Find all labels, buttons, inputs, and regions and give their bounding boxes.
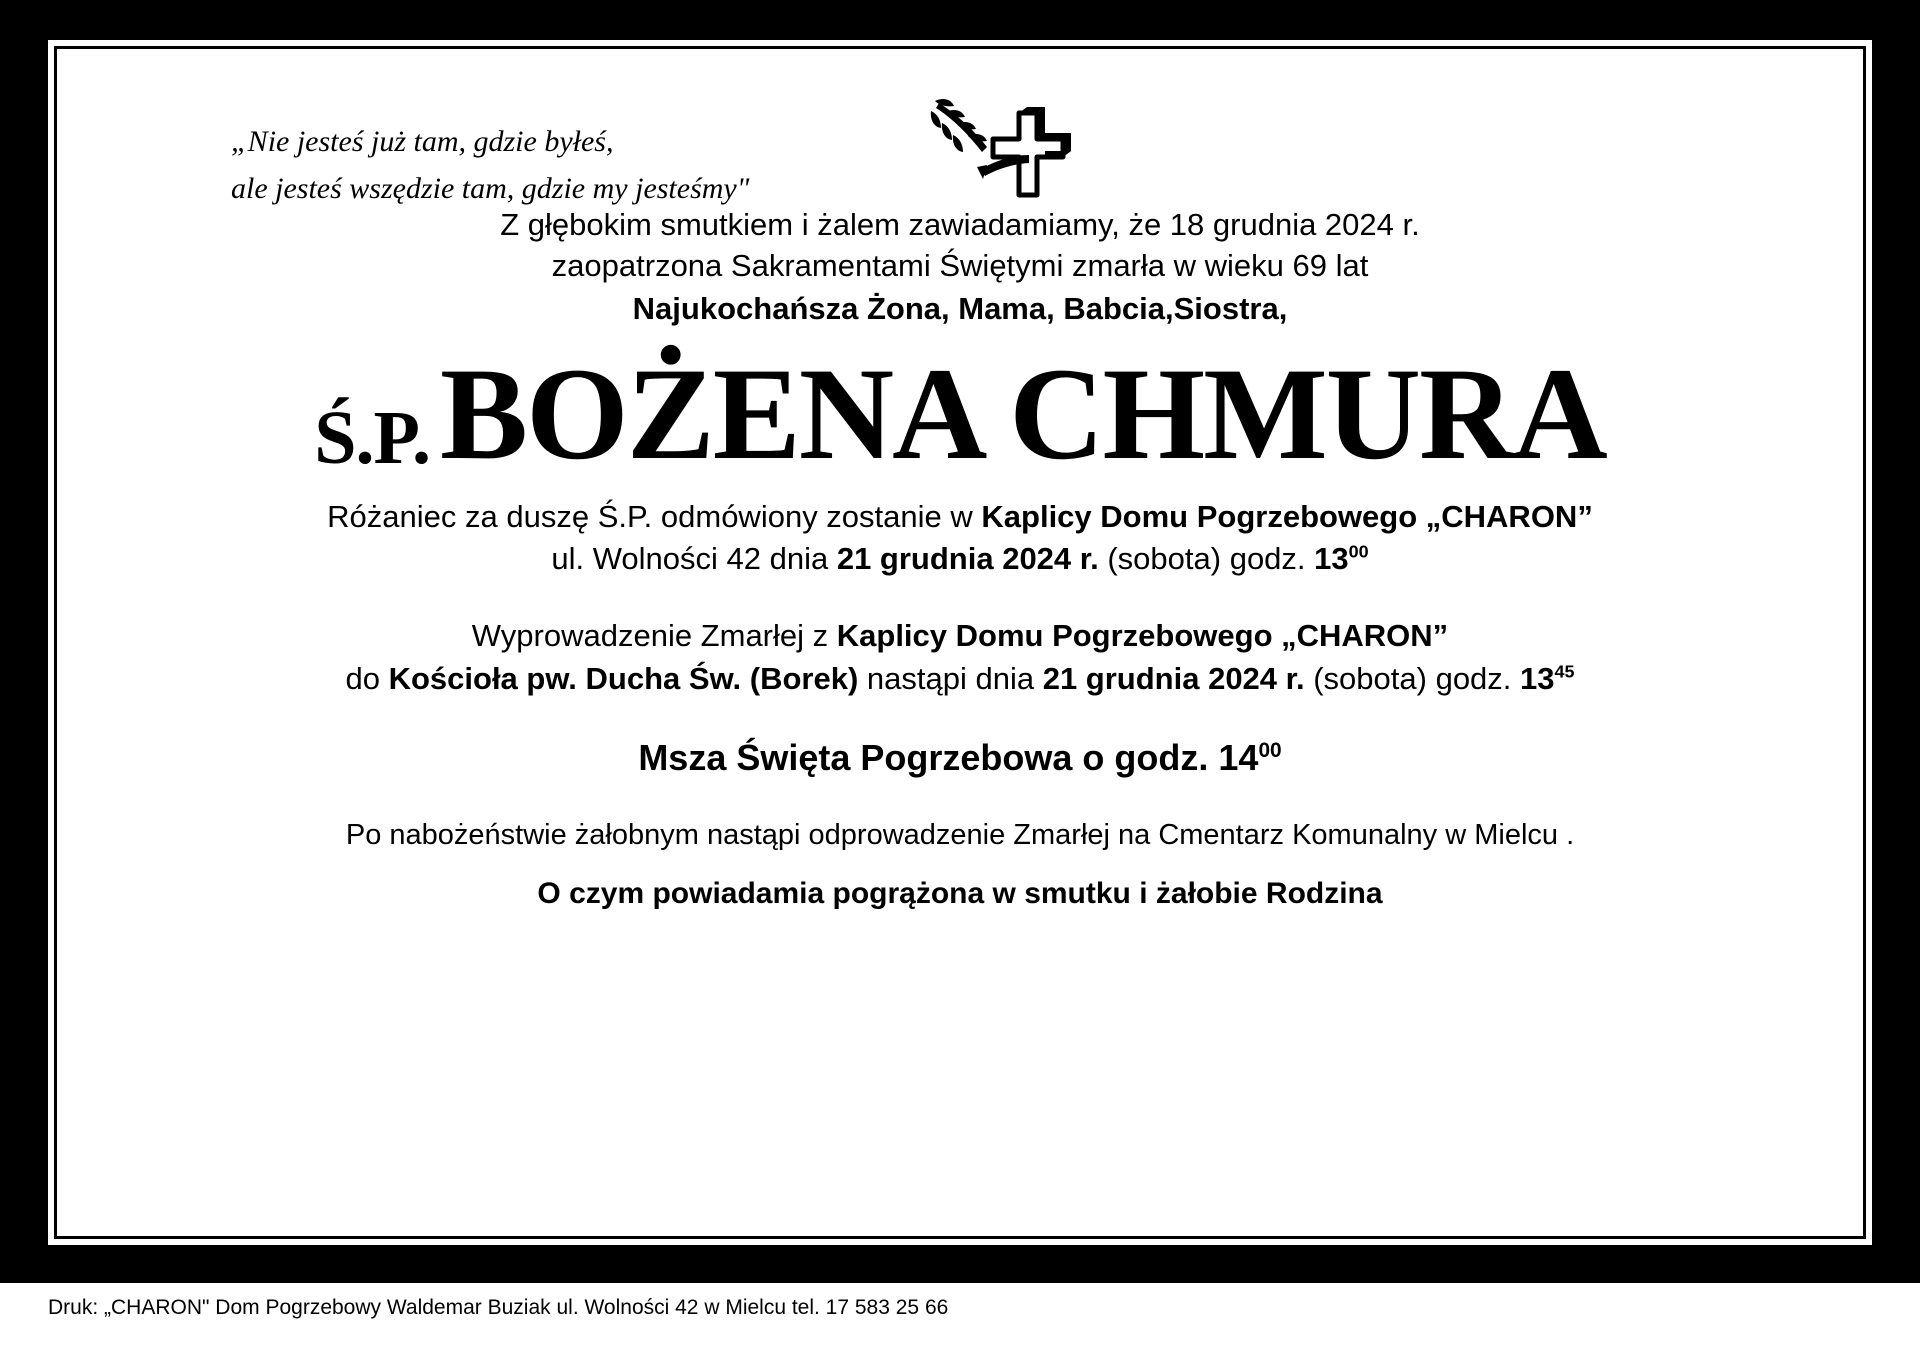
quote-line-1: „Nie jesteś już tam, gdzie byłeś, <box>231 125 614 158</box>
obituary-content <box>101 67 1819 1222</box>
deceased-name-row <box>101 339 1819 487</box>
printer-footer: Druk: „CHARON" Dom Pogrzebowy Waldemar Buziak ul. Wolności 42 w Mielcu tel. 17 583 25 66 <box>48 1296 949 1319</box>
procession-minutes: 45 <box>1554 661 1575 682</box>
mass-text: Msza Święta Pogrzebowa o godz. <box>638 736 1219 778</box>
rosary-text-2: ul. Wolności 42 dnia <box>551 541 837 577</box>
inner-white-margin <box>48 40 1872 1245</box>
procession-text-1: Wyprowadzenie Zmarłej z <box>471 618 837 654</box>
funeral-mass-line <box>101 737 1819 779</box>
procession-from: Kaplicy Domu Pogrzebowego „CHARON” <box>836 618 1449 654</box>
procession-hour: 13 <box>1520 661 1555 697</box>
rosary-hour: 13 <box>1314 541 1349 577</box>
deceased-full-name: BOŻENA CHMURA <box>439 339 1606 487</box>
announcement-block <box>101 205 1819 330</box>
announcement-line-1: Z głębokim smutkiem i żalem zawiadamiamy, że 18 grudnia 2024 r. <box>500 207 1420 242</box>
top-row <box>101 67 1819 205</box>
cross-with-palm-branch-icon <box>921 95 1101 200</box>
procession-text-4: (sobota) godz. <box>1304 661 1521 697</box>
procession-paragraph <box>101 615 1819 701</box>
inner-hairline-border <box>54 46 1866 1239</box>
announcement-line-2: zaopatrzona Sakramentami Świętymi zmarła w wieku 69 lat <box>551 247 1369 283</box>
rosary-text-1: Różaniec za duszę Ś.P. odmówiony zostanie w <box>327 498 982 534</box>
announcement-line-3: Najukochańsza Żona, Mama, Babcia,Siostra, <box>632 290 1288 326</box>
procession-text-2: do <box>345 661 389 697</box>
honorific-label: Ś.P. <box>314 395 430 480</box>
procession-text-3: nastąpi dnia <box>858 661 1043 697</box>
burial-paragraph: Po nabożeństwie żałobnym nastąpi odprowadzenie Zmarłej na Cmentarz Komunalny w Mielcu . <box>345 818 1575 851</box>
mass-minutes: 00 <box>1258 738 1282 762</box>
family-notice: O czym powiadamia pogrążona w smutku i żałobie Rodzina <box>537 876 1383 910</box>
rosary-text-3: (sobota) godz. <box>1098 541 1315 577</box>
rosary-minutes: 00 <box>1348 542 1369 563</box>
rosary-date: 21 grudnia 2024 r. <box>836 541 1099 577</box>
mass-hour: 14 <box>1218 736 1259 778</box>
procession-to: Kościoła pw. Ducha Św. (Borek) <box>388 661 859 697</box>
rosary-paragraph <box>101 496 1819 582</box>
rosary-place: Kaplicy Domu Pogrzebowego „CHARON” <box>981 498 1593 534</box>
quote-line-2: ale jesteś wszędzie tam, gdzie my jesteśmy" <box>231 171 750 205</box>
memorial-quote <box>231 119 749 212</box>
procession-date: 21 grudnia 2024 r. <box>1042 661 1305 697</box>
